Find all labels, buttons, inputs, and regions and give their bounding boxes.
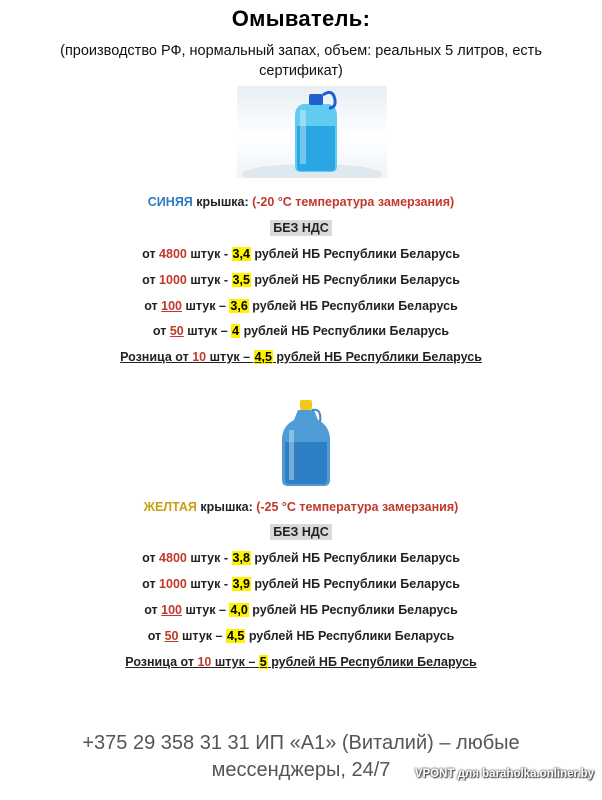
blue-cap-label: СИНЯЯ [147, 195, 193, 209]
price: 4,0 [230, 603, 248, 617]
yellow-cap-bottle-photo [276, 396, 336, 488]
cap-word: крышка: [196, 500, 257, 514]
retail-row [0, 655, 602, 669]
quantity: 1000 [159, 273, 187, 287]
retail-row [0, 350, 602, 364]
quantity: 50 [164, 629, 179, 643]
price: 4,5 [226, 629, 245, 643]
blue-cap-heading [0, 195, 602, 209]
text-segment: штук – [181, 603, 230, 617]
price: 3,5 [232, 273, 250, 287]
text-segment: от [144, 299, 162, 313]
messenger-note: – любые мессенджеры, 24/7 [211, 732, 520, 781]
text-segment: рублей НБ Республики Беларусь [267, 655, 477, 669]
text-segment: от [142, 577, 160, 591]
text-segment: штук – [181, 299, 230, 313]
text-segment: штук – [178, 629, 226, 643]
price: 3,9 [232, 577, 250, 591]
price: 4 [232, 324, 240, 338]
text-segment: от [152, 324, 170, 338]
page-title: Омыватель: [231, 6, 371, 31]
text-segment: рублей НБ Республики Беларусь [248, 299, 458, 313]
price-row [0, 577, 602, 591]
text-segment: рублей НБ Республики Беларусь [245, 629, 455, 643]
text-segment: от [142, 273, 160, 287]
text-segment: рублей НБ Республики Беларусь [272, 350, 482, 364]
text-segment: рублей НБ Республики Беларусь [250, 273, 460, 287]
freezing-temperature: (-25 °С температура замерзания) [256, 500, 459, 514]
price-row [0, 299, 602, 313]
price-row [0, 603, 602, 617]
cap-word: крышка: [192, 195, 253, 209]
blue-canister-photo [237, 86, 387, 178]
price-row [0, 551, 602, 565]
quantity: 100 [161, 299, 182, 313]
text-segment: штук - [186, 577, 232, 591]
text-segment: Розница от [125, 655, 198, 669]
yellow-cap-heading [0, 500, 602, 514]
phone-and-company[interactable]: +375 29 358 31 31 ИП «А1» (Виталий) [82, 732, 434, 754]
text-segment: рублей НБ Республики Беларусь [250, 551, 460, 565]
quantity: 4800 [159, 551, 187, 565]
text-segment: штук – [206, 350, 254, 364]
quantity: 4800 [159, 247, 187, 261]
quantity: 1000 [159, 577, 187, 591]
watermark: VPONT для baraholka.onliner.by [414, 768, 594, 780]
text-segment: штук - [186, 247, 232, 261]
text-segment: штук – [183, 324, 232, 338]
text-segment: рублей НБ Республики Беларусь [250, 577, 460, 591]
text-segment: от [142, 551, 160, 565]
price-row [0, 247, 602, 261]
price-row [0, 324, 602, 338]
text-segment: рублей НБ Республики Беларусь [250, 247, 460, 261]
text-segment: от [147, 629, 165, 643]
text-segment: рублей НБ Республики Беларусь [248, 603, 458, 617]
price: 4,5 [254, 350, 272, 364]
yellow-cap-label: ЖЕЛТАЯ [143, 500, 197, 514]
price: 3,6 [230, 299, 248, 313]
price: 5 [259, 655, 267, 669]
text-segment: БЕЗ НДС [270, 524, 332, 540]
quantity: 100 [161, 603, 182, 617]
price-row [0, 273, 602, 287]
freezing-temperature: (-20 °С температура замерзания) [252, 195, 455, 209]
text-segment: штук – [211, 655, 259, 669]
price-row [0, 629, 602, 643]
vat-label [0, 221, 602, 235]
text-segment: от [142, 247, 160, 261]
text-segment: Розница от [120, 350, 193, 364]
price: 3,8 [232, 551, 250, 565]
quantity: 10 [197, 655, 212, 669]
text-segment: штук - [186, 273, 232, 287]
text-segment: БЕЗ НДС [270, 220, 332, 236]
product-description: (производство РФ, нормальный запах, объем: реальных 5 литров, есть сертификат) [60, 43, 542, 79]
text-segment: от [144, 603, 162, 617]
text-segment: штук - [186, 551, 232, 565]
quantity: 10 [192, 350, 207, 364]
vat-label [0, 525, 602, 539]
price: 3,4 [232, 247, 250, 261]
text-segment: рублей НБ Республики Беларусь [240, 324, 450, 338]
quantity: 50 [169, 324, 184, 338]
